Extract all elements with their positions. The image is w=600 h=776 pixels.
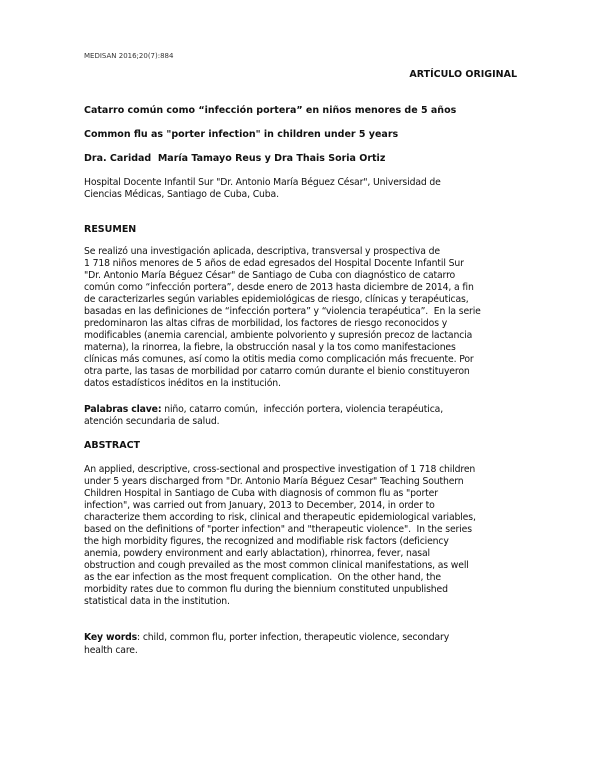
resumen-line: datos estadísticos inéditos en la institución. [84, 378, 281, 389]
abstract-line: obstruction and cough prevailed as the most common clinical manifestations, as well [84, 560, 469, 571]
authors: Dra. Caridad María Tamayo Reus y Dra Thais Soria Ortiz [84, 153, 386, 164]
palabras-clave [84, 404, 443, 428]
title-english: Common flu as "porter infection" in children under 5 years [84, 129, 399, 140]
resumen-line: otra parte, las tasas de morbilidad por catarro común durante el bienio constituyeron [84, 366, 470, 377]
palabras-clave-label: Palabras clave: [84, 404, 162, 415]
affiliation-line: Hospital Docente Infantil Sur "Dr. Antonio María Béguez César", Universidad de [84, 177, 441, 188]
resumen-line: común como “infección portera”, desde enero de 2013 hasta diciembre de 2014, a fin [84, 282, 474, 293]
key-words-label: Key words [84, 632, 138, 643]
abstract-line: statistical data in the institution. [84, 596, 230, 607]
abstract-body [84, 464, 476, 608]
key-words-text: : child, common flu, porter infection, therapeutic violence, secondary [137, 632, 450, 643]
article-type: ARTÍCULO ORIGINAL [409, 69, 517, 80]
resumen-line: clínicas más comunes, así como la otitis media como complicación más frecuente. Por [84, 354, 474, 365]
abstract-line: the high morbidity figures, the recognized and modifiable risk factors (deficiency [84, 536, 449, 547]
key-words [84, 632, 449, 657]
affiliation-line: Ciencias Médicas, Santiago de Cuba, Cuba. [84, 189, 279, 200]
resumen-line: "Dr. Antonio María Béguez César" de Santiago de Cuba con diagnóstico de catarro [84, 270, 456, 281]
abstract-line: Children Hospital in Santiago de Cuba with diagnosis of common flu as "porter [84, 488, 438, 499]
resumen-line: predominaron las altas cifras de morbilidad, los factores de riesgo reconocidos y [84, 318, 448, 329]
abstract-line: characterize them according to risk, clinical and therapeutic epidemiological variables, [84, 512, 476, 523]
resumen-line: de caracterizarles según variables epidemiológicas de riesgo, clínicas y terapéuticas, [84, 294, 469, 305]
resumen-body [84, 246, 481, 390]
abstract-line: infection", was carried out from January, 2013 to December, 2014, in order to [84, 500, 435, 511]
abstract-line: under 5 years discharged from "Dr. Antonio María Béguez Cesar" Teaching Southern [84, 476, 464, 487]
resumen-line: materna), la rinorrea, la fiebre, la obstrucción nasal y la tos como manifestaciones [84, 342, 456, 353]
abstract-line: based on the definitions of "porter infection" and "therapeutic violence". In the series [84, 524, 472, 535]
abstract-heading: ABSTRACT [84, 440, 141, 451]
resumen-line: modificables (anemia carencial, ambiente polvoriento y supresión precoz de lactancia [84, 330, 473, 341]
resumen-line: 1 718 niños menores de 5 años de edad egresados del Hospital Docente Infantil Sur [84, 258, 464, 269]
abstract-line: as the ear infection as the most frequent complication. On the other hand, the [84, 572, 441, 583]
palabras-clave-text: niño, catarro común, infección portera, violencia terapéutica, [161, 404, 444, 415]
abstract-line: anemia, powdery environment and early ablactation), rhinorrea, fever, nasal [84, 548, 430, 559]
abstract-line: An applied, descriptive, cross-sectional and prospective investigation of 1 718 children [84, 464, 476, 475]
resumen-heading: RESUMEN [84, 224, 137, 235]
palabras-clave-text: atención secundaria de salud. [84, 416, 220, 427]
resumen-line: Se realizó una investigación aplicada, descriptiva, transversal y prospectiva de [84, 246, 440, 257]
resumen-line: basadas en las definiciones de “infección portera” y “violencia terapéutica”. En la serie [84, 306, 481, 317]
abstract-line: morbidity rates due to common flu during the biennium constituted unpublished [84, 584, 448, 595]
title-spanish: Catarro común como “infección portera” en niños menores de 5 años [84, 105, 457, 116]
affiliation [84, 177, 441, 201]
key-words-text: health care. [84, 645, 138, 656]
journal-citation: MEDISAN 2016;20(7):884 [84, 52, 174, 60]
